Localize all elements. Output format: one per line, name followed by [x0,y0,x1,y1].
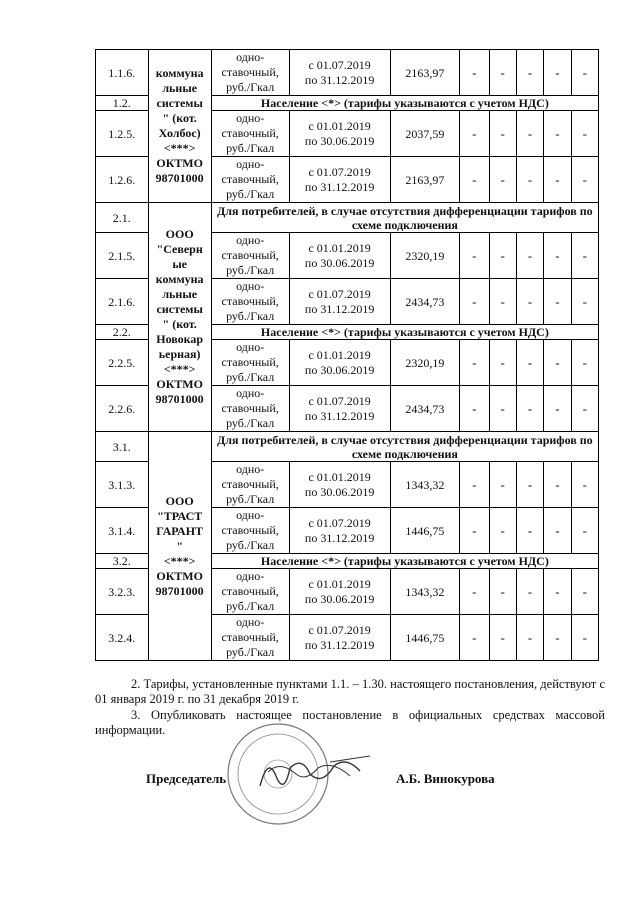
empty-value-dash: - [544,386,571,432]
empty-value-dash: - [544,50,571,96]
empty-value-dash: - [571,340,598,386]
organization-line: Холбос) [158,126,201,140]
tariff-unit-line: ставочный, [221,248,279,262]
tariff-period-line: с 01.01.2019 [308,118,371,133]
empty-value-dash: - [571,569,598,615]
tariff-value: 2320,19 [390,340,459,386]
tariff-unit-line: одно- [236,340,265,354]
organization-cell [148,50,211,203]
empty-value-dash: - [489,340,516,386]
tariff-unit-line: ставочный, [221,294,279,308]
tariff-value: 1343,32 [390,462,459,508]
organization-line: системы [156,302,203,316]
paragraph-2: 2. Тарифы, установленные пунктами 1.1. – 1.30. настоящего постановления, действуют с 01 января 2019 г. по 31 декабря 2019 г. [95,677,605,706]
tariff-unit-line: руб./Гкал [226,187,275,201]
empty-value-dash: - [544,233,571,279]
tariff-period [289,508,390,554]
tariff-period-line: по 31.12.2019 [304,72,375,87]
row-number: 3.1.3. [96,462,149,508]
empty-value-dash: - [516,386,543,432]
row-number: 2.2. [96,325,149,340]
tariff-period-line: по 31.12.2019 [304,408,375,423]
empty-value-dash: - [544,157,571,203]
empty-value-dash: - [516,615,543,661]
empty-value-dash: - [460,340,489,386]
row-number: 2.2.5. [96,340,149,386]
empty-value-dash: - [544,508,571,554]
tariff-period-line: по 30.06.2019 [304,484,375,499]
tariff-unit-line: одно- [236,233,265,247]
tariff-period [289,279,390,325]
organization-line: коммуна [155,66,204,80]
empty-value-dash: - [489,569,516,615]
tariff-unit [211,569,289,615]
tariff-unit-line: ставочный, [221,401,279,415]
organization-cell [148,432,211,661]
empty-value-dash: - [489,50,516,96]
tariff-value: 2434,73 [390,279,459,325]
tariff-unit-line: одно- [236,111,265,125]
tariff-period [289,111,390,157]
tariff-unit [211,50,289,96]
empty-value-dash: - [460,157,489,203]
tariff-unit-line: ставочный, [221,584,279,598]
row-number: 2.1.6. [96,279,149,325]
tariff-value: 2037,59 [390,111,459,157]
tariff-unit [211,340,289,386]
organization-line: " (кот. [162,111,197,125]
tariff-period [289,462,390,508]
section-header: Население <*> (тарифы указываются с учетом НДС) [211,96,598,111]
tariff-period-line: с 01.01.2019 [308,240,371,255]
tariff-period [289,340,390,386]
row-number: 1.2. [96,96,149,111]
organization-line: " (кот. [162,317,197,331]
organization-cell [148,203,211,432]
row-number: 3.2. [96,554,149,569]
empty-value-dash: - [460,233,489,279]
empty-value-dash: - [489,386,516,432]
signatory-title: Председатель [146,771,227,786]
organization-line: льные [162,81,198,95]
row-number: 3.1. [96,432,149,462]
organization-line: ГАРАНТ [156,523,204,538]
tariff-unit [211,386,289,432]
empty-value-dash: - [516,50,543,96]
empty-value-dash: - [489,508,516,554]
tariff-period-line: с 01.01.2019 [308,469,371,484]
tariff-unit [211,508,289,554]
tariff-period-line: с 01.07.2019 [308,515,371,530]
tariff-period [289,233,390,279]
tariff-unit-line: одно- [236,157,265,171]
tariff-unit-line: руб./Гкал [226,645,275,659]
empty-value-dash: - [460,462,489,508]
tariff-table [95,49,599,661]
empty-value-dash: - [516,508,543,554]
tariff-period [289,50,390,96]
tariff-unit [211,157,289,203]
table-row [96,50,599,96]
empty-value-dash: - [489,157,516,203]
tariff-unit-line: руб./Гкал [226,309,275,323]
tariff-unit-line: ставочный, [221,126,279,140]
organization-line: ые [172,257,188,271]
tariff-period-line: с 01.07.2019 [308,57,371,72]
empty-value-dash: - [571,462,598,508]
tariff-unit [211,462,289,508]
section-header: Для потребителей, в случае отсутствия дифференциации тарифов по схеме подключения [211,203,598,233]
tariff-period [289,157,390,203]
empty-value-dash: - [544,279,571,325]
row-number: 1.2.5. [96,111,149,157]
empty-value-dash: - [489,279,516,325]
tariff-unit-line: руб./Гкал [226,492,275,506]
empty-value-dash: - [544,340,571,386]
tariff-period-line: по 30.06.2019 [304,133,375,148]
empty-value-dash: - [571,50,598,96]
empty-value-dash: - [516,340,543,386]
official-seal-and-signature [210,716,380,826]
empty-value-dash: - [516,111,543,157]
empty-value-dash: - [489,462,516,508]
empty-value-dash: - [571,508,598,554]
empty-value-dash: - [571,111,598,157]
signatory-name: А.Б. Винокурова [396,771,495,786]
tariff-unit-line: одно- [236,50,265,64]
tariff-unit-line: ставочный, [221,630,279,644]
organization-line: коммуна [155,272,204,286]
tariff-period [289,386,390,432]
tariff-period-line: с 01.07.2019 [308,393,371,408]
tariff-value: 2163,97 [390,157,459,203]
tariff-unit-line: ставочный, [221,65,279,79]
empty-value-dash: - [544,569,571,615]
table-section-row [96,432,599,462]
tariff-period-line: с 01.07.2019 [308,164,371,179]
empty-value-dash: - [544,615,571,661]
tariff-period [289,615,390,661]
tariff-unit-line: руб./Гкал [226,370,275,384]
organization-line: "ТРАСТ [157,508,203,523]
empty-value-dash: - [516,279,543,325]
empty-value-dash: - [460,111,489,157]
tariff-unit-line: ставочный, [221,477,279,491]
empty-value-dash: - [516,233,543,279]
organization-line: льные [162,287,198,301]
organization-line: Новокар [156,332,204,346]
empty-value-dash: - [571,386,598,432]
row-number: 2.2.6. [96,386,149,432]
tariff-period-line: с 01.01.2019 [308,347,371,362]
tariff-period-line: по 31.12.2019 [304,637,375,652]
tariff-unit [211,615,289,661]
tariff-value: 2434,73 [390,386,459,432]
row-number: 3.2.4. [96,615,149,661]
tariff-period-line: по 31.12.2019 [304,179,375,194]
organization-line: 98701000 [155,171,204,185]
row-number: 2.1. [96,203,149,233]
empty-value-dash: - [571,233,598,279]
table-section-row [96,203,599,233]
organization-line: <***> [163,141,196,155]
section-header: Население <*> (тарифы указываются с учетом НДС) [211,554,598,569]
empty-value-dash: - [460,615,489,661]
paragraph-3: 3. Опубликовать настоящее постановление в официальных средствах массовой информации. [95,708,605,737]
empty-value-dash: - [460,386,489,432]
tariff-period [289,569,390,615]
tariff-unit-line: руб./Гкал [226,141,275,155]
empty-value-dash: - [571,157,598,203]
tariff-unit-line: одно- [236,569,265,583]
tariff-unit-line: руб./Гкал [226,263,275,277]
tariff-unit [211,111,289,157]
section-header: Для потребителей, в случае отсутствия дифференциации тарифов по схеме подключения [211,432,598,462]
row-number: 1.1.6. [96,50,149,96]
tariff-unit-line: руб./Гкал [226,80,275,94]
empty-value-dash: - [489,111,516,157]
tariff-unit-line: руб./Гкал [226,538,275,552]
tariff-unit-line: руб./Гкал [226,599,275,613]
tariff-unit-line: одно- [236,386,265,400]
tariff-unit [211,233,289,279]
empty-value-dash: - [460,569,489,615]
tariff-unit-line: руб./Гкал [226,416,275,430]
empty-value-dash: - [489,233,516,279]
empty-value-dash: - [516,157,543,203]
tariff-unit [211,279,289,325]
tariff-unit-line: ставочный, [221,172,279,186]
empty-value-dash: - [571,279,598,325]
organization-line: <***> [163,362,196,376]
organization-line: " [176,538,183,553]
organization-line: ООО [165,493,194,508]
organization-line: ООО [165,227,194,241]
tariff-unit-line: ставочный, [221,523,279,537]
organization-line: системы [156,96,203,110]
organization-line: ьерная) [158,347,201,361]
empty-value-dash: - [460,508,489,554]
tariff-value: 2320,19 [390,233,459,279]
organization-line: 98701000 [155,583,204,598]
tariff-unit-line: одно- [236,462,265,476]
organization-line: "Северн [156,242,203,256]
row-number: 2.1.5. [96,233,149,279]
organization-line: ОКТМО [156,156,203,170]
organization-line: 98701000 [155,392,204,406]
tariff-period-line: с 01.01.2019 [308,576,371,591]
empty-value-dash: - [489,615,516,661]
tariff-unit-line: ставочный, [221,355,279,369]
tariff-value: 1343,32 [390,569,459,615]
tariff-period-line: по 30.06.2019 [304,255,375,270]
row-number: 3.2.3. [96,569,149,615]
tariff-period-line: по 31.12.2019 [304,530,375,545]
organization-line: ОКТМО [156,568,203,583]
section-header: Население <*> (тарифы указываются с учетом НДС) [211,325,598,340]
tariff-value: 1446,75 [390,615,459,661]
empty-value-dash: - [460,279,489,325]
empty-value-dash: - [571,615,598,661]
row-number: 3.1.4. [96,508,149,554]
tariff-period-line: по 31.12.2019 [304,301,375,316]
tariff-value: 1446,75 [390,508,459,554]
tariff-unit-line: одно- [236,615,265,629]
empty-value-dash: - [544,111,571,157]
tariff-value: 2163,97 [390,50,459,96]
tariff-unit-line: одно- [236,508,265,522]
tariff-unit-line: одно- [236,279,265,293]
tariff-period-line: с 01.07.2019 [308,622,371,637]
empty-value-dash: - [516,569,543,615]
organization-line: ОКТМО [156,377,203,391]
empty-value-dash: - [516,462,543,508]
tariff-period-line: с 01.07.2019 [308,286,371,301]
empty-value-dash: - [544,462,571,508]
organization-line: <***> [163,553,196,568]
tariff-period-line: по 30.06.2019 [304,362,375,377]
empty-value-dash: - [460,50,489,96]
row-number: 1.2.6. [96,157,149,203]
tariff-period-line: по 30.06.2019 [304,591,375,606]
